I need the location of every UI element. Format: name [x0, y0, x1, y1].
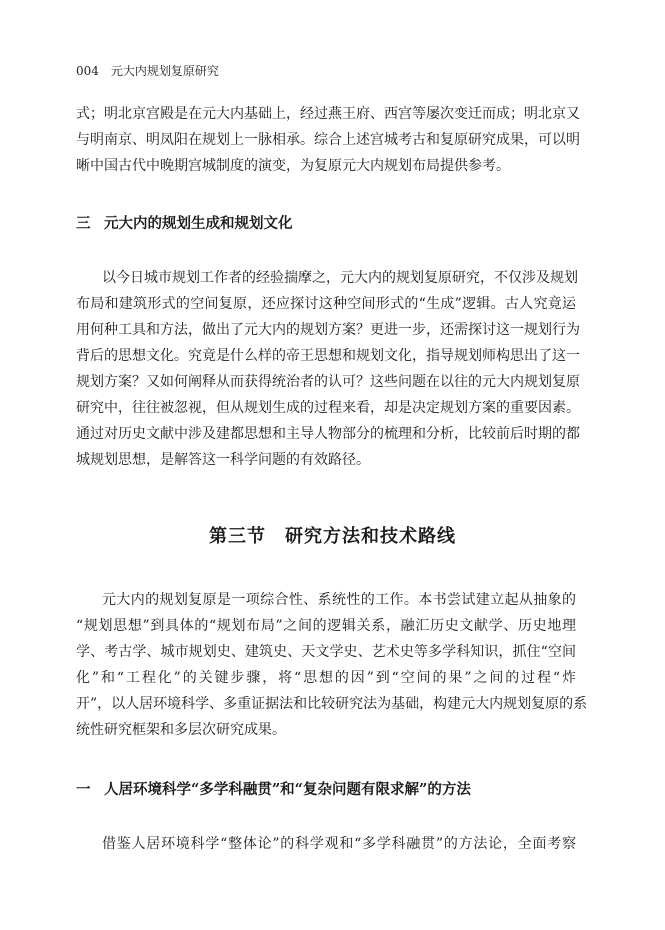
para3-line: 化”和“工程化”的关键步骤，将“思想的因”到“空间的果”之间的过程“炸 — [76, 670, 576, 686]
para3-line: 开”，以人居环境科学、多重证据法和比较研究法为基础，构建元大内规划复原的系 — [76, 696, 588, 712]
para2-line: 研究中，往往被忽视，但从规划生成的过程来看，却是决定规划方案的重要因素。 — [76, 400, 580, 416]
running-header — [76, 62, 219, 79]
para2-line: 以今日城市规划工作者的经验揣摩之，元大内的规划复原研究，不仅涉及规划 — [102, 270, 578, 286]
para2-line: 规划方案？又如何阐释从而获得统治者的认可？这些问题在以往的元大内规划复原 — [76, 374, 580, 390]
page-number: 004 — [76, 64, 99, 78]
para3-line: 统性研究框架和多层次研究成果。 — [76, 722, 286, 738]
para1-line: 晰中国古代中晚期宫城制度的演变，为复原元大内规划布局提供参考。 — [76, 158, 510, 174]
para2-line: 背后的思想文化。究竟是什么样的帝王思想和规划文化，指导规划师构思出了这一 — [76, 348, 580, 364]
subsection-heading — [76, 778, 471, 799]
subsection-heading — [76, 212, 293, 233]
para2-line: 布局和建筑形式的空间复原，还应探讨这种空间形式的“生成”逻辑。古人究竟运 — [76, 296, 576, 312]
subsection-title: 元大内的规划生成和规划文化 — [104, 215, 293, 232]
para2-line: 城规划思想，是解答这一科学问题的有效路径。 — [76, 452, 370, 468]
para2-line: 通过对历史文献中涉及建都思想和主导人物部分的梳理和分析，比较前后时期的都 — [76, 426, 580, 442]
book-title: 元大内规划复原研究 — [110, 64, 219, 78]
subsection-title: 人居环境科学“多学科融贯”和“复杂问题有限求解”的方法 — [104, 781, 471, 798]
para1-line: 式；明北京宫殿是在元大内基础上，经过燕王府、西宫等屡次变迁而成；明北京又 — [76, 106, 580, 122]
para3-line: 学、考古学、城市规划史、建筑史、天文学史、艺术史等多学科知识，抓住“空间 — [76, 644, 576, 660]
para3-line: 元大内的规划复原是一项综合性、系统性的工作。本书尝试建立起从抽象的 — [102, 592, 576, 608]
para4-line: 借鉴人居环境科学“整体论”的科学观和“多学科融贯”的方法论，全面考察 — [102, 836, 576, 852]
para1-line: 与明南京、明凤阳在规划上一脉相承。综合上述宫城考古和复原研究成果，可以明 — [76, 132, 580, 148]
section-title: 第三节 研究方法和技术路线 — [209, 526, 456, 547]
subsection-index: 三 — [76, 215, 91, 232]
para3-line: “规划思想”到具体的“规划布局”之间的逻辑关系，融汇历史文献学、历史地理 — [76, 618, 576, 634]
subsection-index: 一 — [76, 781, 91, 798]
para2-line: 用何种工具和方法，做出了元大内的规划方案？更进一步，还需探讨这一规划行为 — [76, 322, 580, 338]
